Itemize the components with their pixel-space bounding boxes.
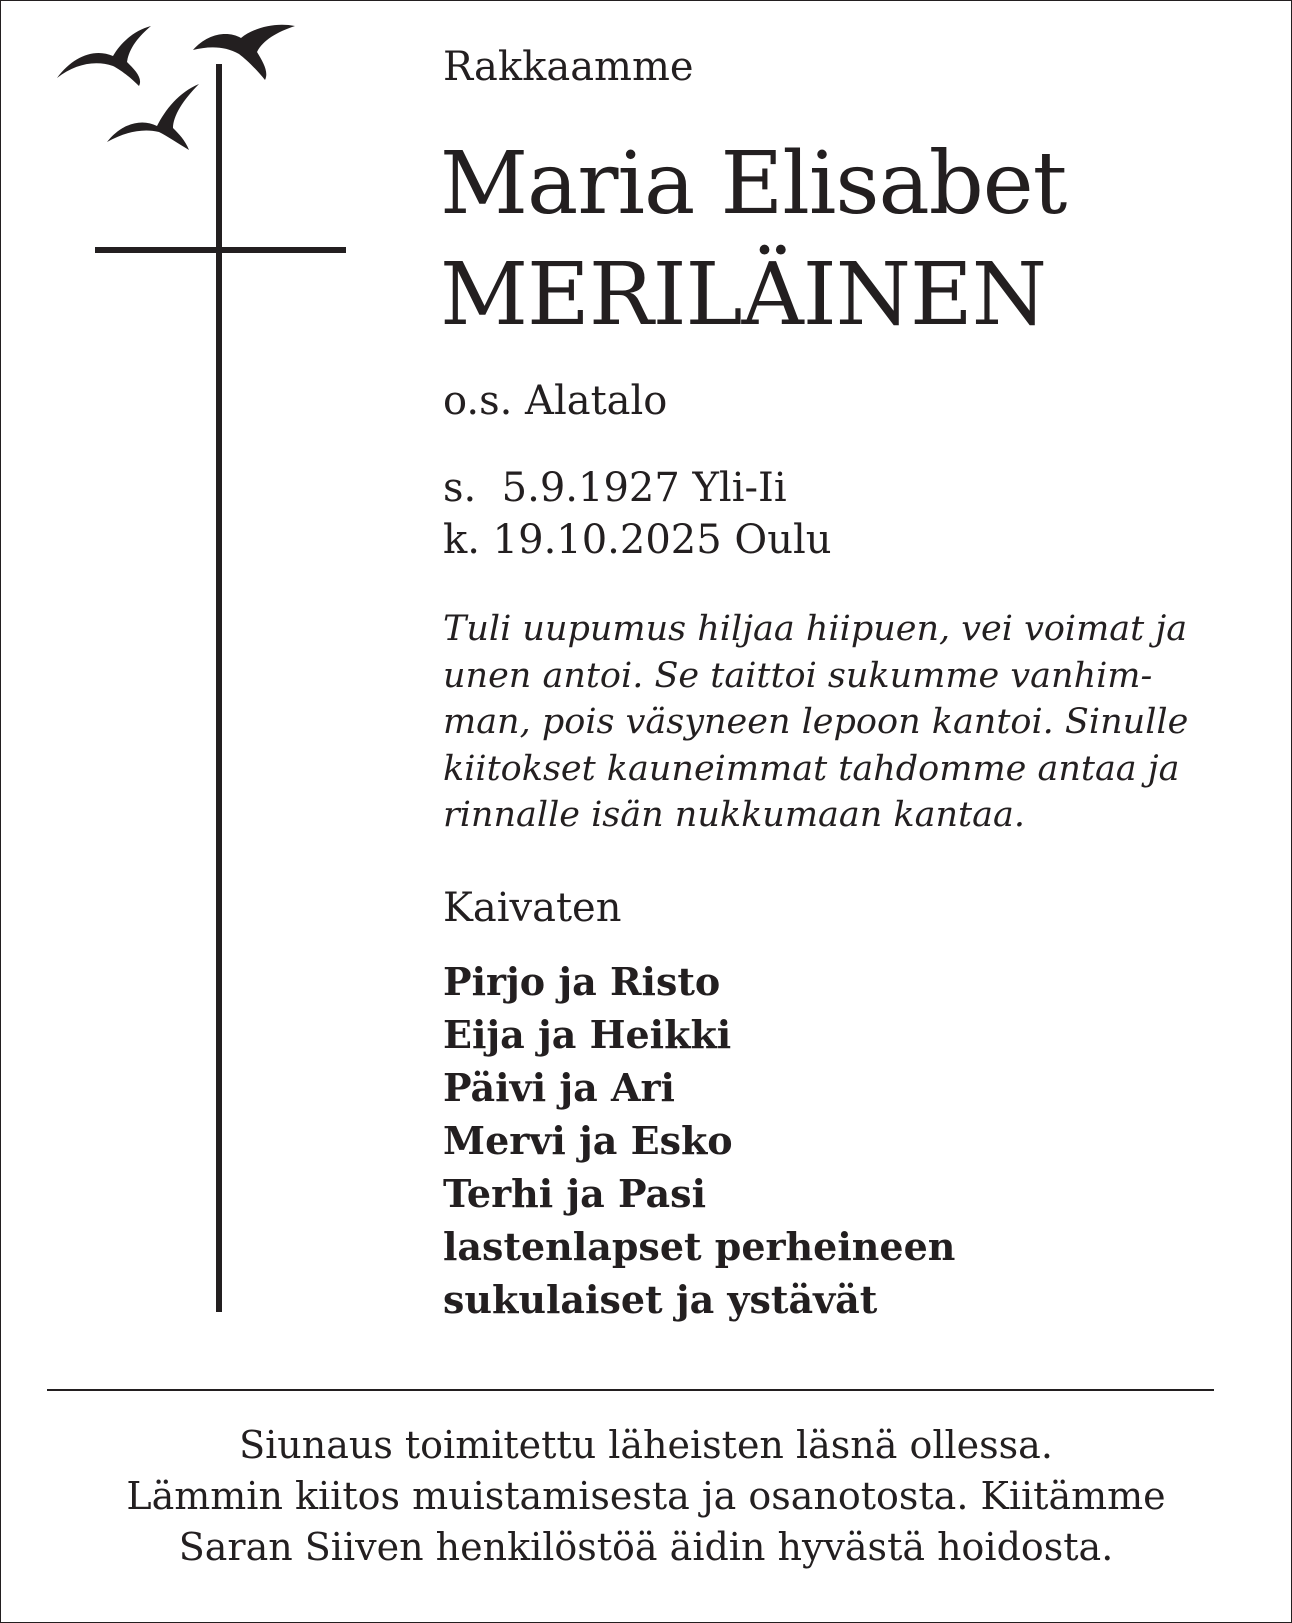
mourner-item: Pirjo ja Risto: [443, 959, 721, 1004]
cross-horizontal-bar: [95, 247, 346, 253]
bird-right-icon: [193, 25, 295, 80]
bird-lower-icon: [107, 84, 199, 150]
deceased-surname: MERILÄINEN: [440, 245, 1047, 345]
poem-line: man, pois väsyneen lepoon kantoi. Sinulle: [443, 702, 1189, 742]
life-dates: [443, 462, 832, 566]
birth-date: s. 5.9.1927 Yli-Ii: [443, 465, 787, 511]
footer-line: Siunaus toimitettu läheisten läsnä ollessa.: [239, 1423, 1053, 1467]
mourner-item: lastenlapset perheineen: [443, 1224, 956, 1269]
death-date: k. 19.10.2025 Oulu: [443, 517, 832, 563]
deceased-first-names: Maria Elisabet: [440, 134, 1067, 234]
mourners-list: [443, 955, 955, 1326]
poem-line: unen antoi. Se taittoi sukumme vanhim-: [443, 655, 1153, 696]
mourner-item: sukulaiset ja ystävät: [443, 1277, 878, 1322]
intro-text: Rakkaamme: [443, 44, 694, 90]
mourner-item: Päivi ja Ari: [443, 1065, 675, 1110]
poem-line: rinnalle isän nukkumaan kantaa.: [443, 795, 1025, 835]
poem-line: kiitokset kauneimmat tahdomme antaa ja: [443, 748, 1180, 789]
birds-icon: [55, 20, 315, 160]
mourner-item: Eija ja Heikki: [443, 1012, 732, 1057]
mourner-item: Terhi ja Pasi: [443, 1171, 707, 1216]
maiden-name: o.s. Alatalo: [443, 378, 668, 424]
bird-left-icon: [57, 26, 151, 86]
footer-line: Lämmin kiitos muistamisesta ja osanotosta. Kiitämme: [126, 1474, 1166, 1518]
divider-rule: [47, 1389, 1214, 1391]
footer-notice: [0, 1420, 1292, 1573]
memorial-poem: [443, 606, 1243, 839]
poem-line: Tuli uupumus hiljaa hiipuen, vei voimat ja: [443, 609, 1188, 649]
footer-line: Saran Siiven henkilöstöä äidin hyvästä hoidosta.: [178, 1525, 1114, 1569]
missing-label: Kaivaten: [443, 885, 622, 931]
mourner-item: Mervi ja Esko: [443, 1118, 733, 1163]
